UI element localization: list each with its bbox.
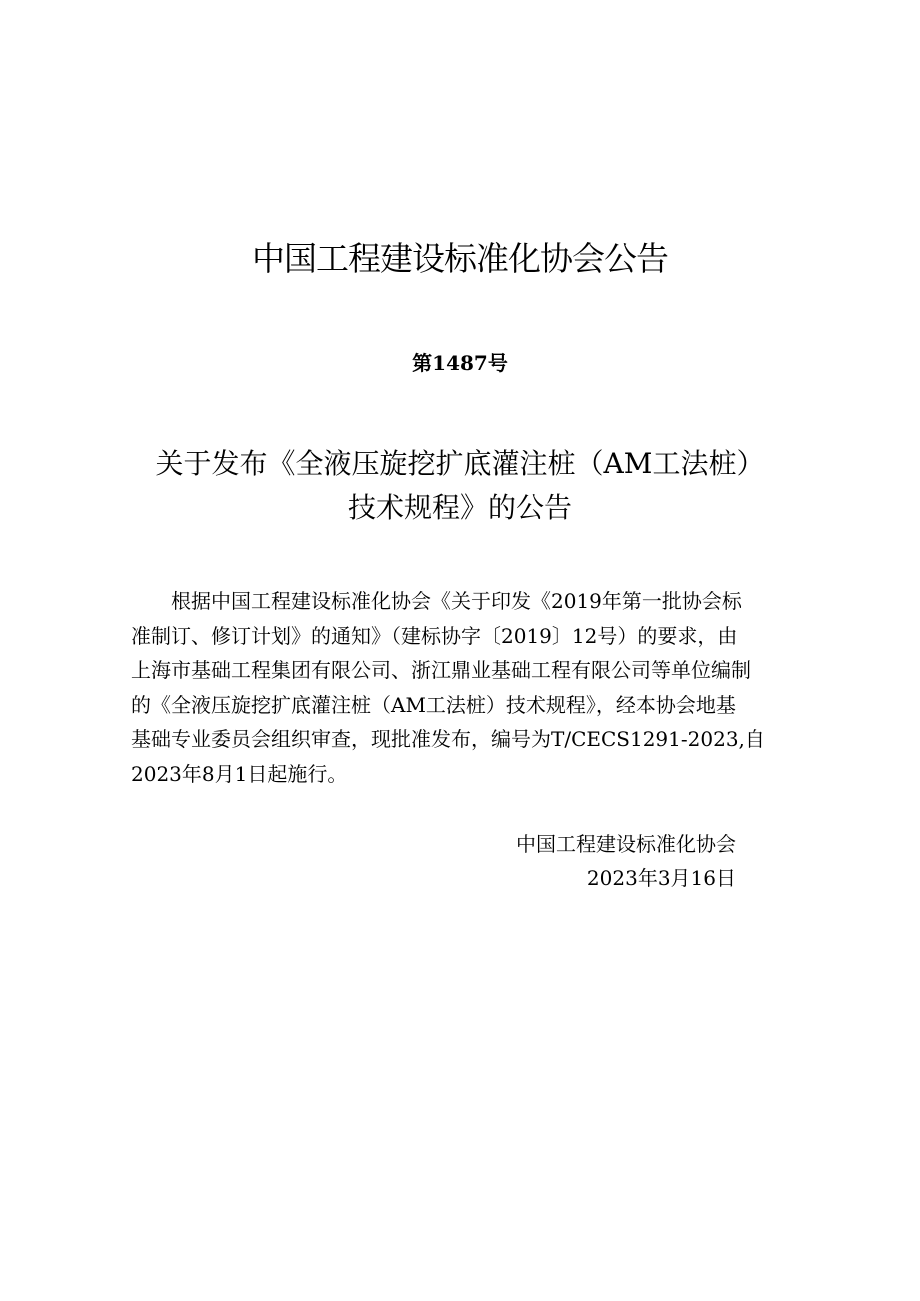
notice-signature xyxy=(516,827,736,895)
body-line-1: 根据中国工程建设标准化协会《关于印发《2019年第一批协会标 xyxy=(131,589,742,613)
body-line-4: 的《全液压旋挖扩底灌注桩（AM工法桩）技术规程》，经本协会地基 xyxy=(131,692,736,717)
notice-subject-line-2: 技术规程》的公告 xyxy=(347,491,572,524)
body-line-5: 基础专业委员会组织审查，现批准发布，编号为T/CECS1291-2023,自 xyxy=(131,727,765,751)
notice-title: 中国工程建设标准化协会公告 xyxy=(252,239,668,278)
notice-subject xyxy=(0,442,920,530)
issue-date: 2023年3月16日 xyxy=(586,866,736,890)
issuer-name: 中国工程建设标准化协会 xyxy=(516,832,736,856)
notice-number: 第1487号 xyxy=(412,351,508,375)
notice-subject-line-1: 关于发布《全液压旋挖扩底灌注桩（AM工法桩） xyxy=(155,447,765,480)
body-line-6: 2023年8月1日起施行。 xyxy=(131,761,348,786)
notice-body xyxy=(131,584,791,791)
body-line-3: 上海市基础工程集团有限公司、浙江鼎业基础工程有限公司等单位编制 xyxy=(131,658,751,682)
body-line-2: 准制订、修订计划》的通知》（建标协字〔2019〕12号）的要求，由 xyxy=(131,623,738,648)
